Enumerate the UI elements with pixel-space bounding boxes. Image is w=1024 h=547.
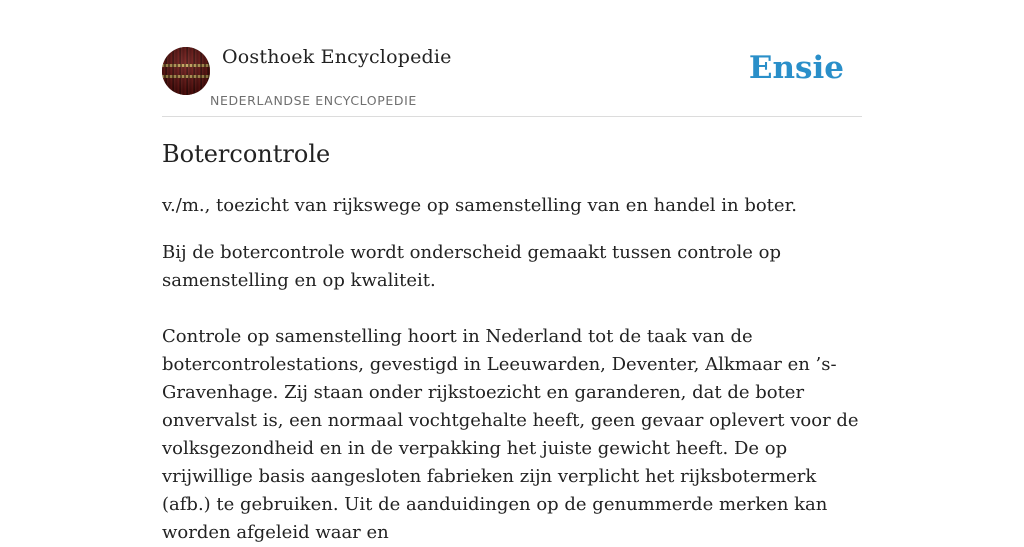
site-title[interactable]: Oosthoek Encyclopedie — [222, 46, 452, 68]
page — [162, 0, 862, 543]
site-subtitle: NEDERLANDSE ENCYCLOPEDIE — [210, 93, 417, 108]
site-header — [162, 0, 862, 117]
article-paragraph: Bij de botercontrole wordt onderscheid gemaakt tussen controle op samenstelling en op kwaliteit. — [162, 242, 781, 291]
article-paragraph: Controle op samenstelling hoort in Nederland tot de taak van de botercontrolestations, gevestigd in Leeuwarden, Deventer, Alkmaar en ’s-Gravenhage. Zij staan onder rijkstoezicht en garanderen, dat de boter onvervalst is, een normaal vochtgehalte heeft, geen gevaar oplevert voor de volksgezondheid en in de verpakking het juiste gewicht heeft. De op vrijwillige basis aangesloten fabrieken zijn verplicht het rijksbotermerk (afb.) te gebruiken. Uit de aanduidingen op de genummerde merken kan worden afgeleid waar en — [162, 326, 859, 543]
ensie-logo[interactable]: Ensie — [748, 50, 844, 86]
encyclopedia-avatar[interactable] — [162, 47, 210, 95]
article-lead: v./m., toezicht van rijkswege op samenstelling van en handel in boter. — [162, 195, 797, 216]
article-title: Botercontrole — [162, 140, 331, 168]
